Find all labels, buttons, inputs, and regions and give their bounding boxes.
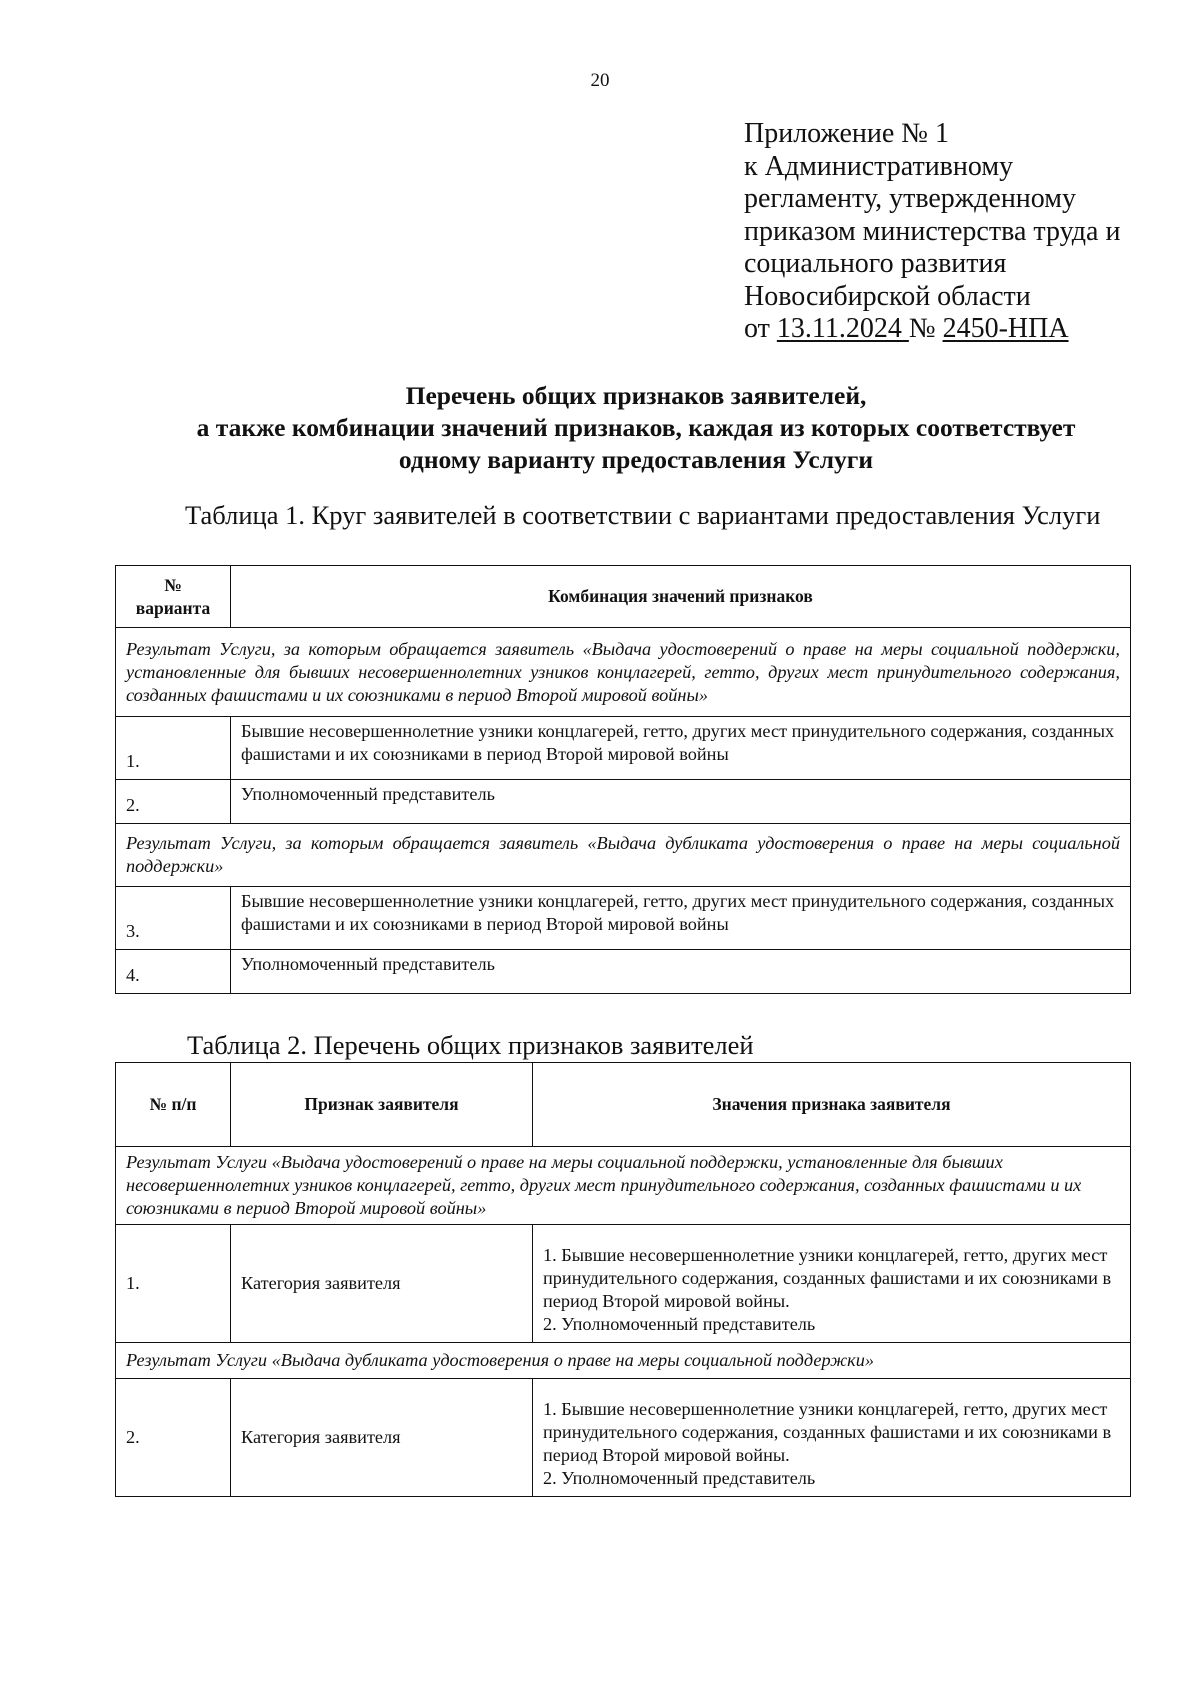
appendix-line: приказом министерства труда и [744,215,1121,247]
applicant-sign: Категория заявителя [231,1379,533,1497]
variant-number: 1. [116,717,231,780]
row-number: 2. [116,1379,231,1497]
variant-combination: Уполномоченный представитель [231,780,1131,824]
appendix-block [744,118,1164,346]
title-line: одному варианту предоставления Услуги [398,445,874,474]
appendix-date-line [744,313,1164,346]
header-sign-values: Значения признака заявителя [533,1063,1131,1147]
result-section-row: Результат Услуги «Выдача дубликата удостоверения о праве на меры социальной поддержки» [116,1343,1131,1379]
header-variant-number: № варианта [116,566,231,628]
title-line: Перечень общих признаков заявителей, [405,381,867,410]
variant-number: 3. [116,887,231,950]
result-section-row: Результат Услуги, за которым обращается заявитель «Выдача дубликата удостоверения о праве на меры социальной поддержки» [116,824,1131,887]
date-prefix: от [744,313,777,344]
sign-value: 2. Уполномоченный представитель [543,1313,816,1334]
sign-value: 2. Уполномоченный представитель [543,1467,816,1488]
page-number: 20 [590,70,610,91]
title-line: а также комбинации значений признаков, каждая из которых соответствует [196,413,1076,442]
variant-combination: Бывшие несовершеннолетние узники концлагерей, гетто, других мест принудительного содержания, созданных фашистами и их союзниками в период Второй мировой войны [231,717,1131,780]
number-sign: № [908,313,943,344]
header-row-number: № п/п [116,1063,231,1147]
applicant-sign: Категория заявителя [231,1225,533,1343]
table1-caption: Таблица 1. Круг заявителей в соответствии с вариантами предоставления Услуги [185,500,1101,530]
variant-combination: Уполномоченный представитель [231,950,1131,994]
row-number: 1. [116,1225,231,1343]
appendix-line: Новосибирской области [744,280,1031,312]
sign-value: 1. Бывшие несовершеннолетние узники концлагерей, гетто, других мест принудительного содержания, созданных фашистами и их союзниками в период Второй мировой войны. [543,1398,1112,1465]
applicant-signs-table [115,1062,1131,1497]
result-section-row: Результат Услуги, за которым обращается заявитель «Выдача удостоверений о праве на меры социальной поддержки, установленные для бывших несовершеннолетних узников концлагерей, гетто, других мест принудительного содержания, созданных фашистами и их союзниками в период Второй мировой войны» [116,628,1131,717]
header-combination: Комбинация значений признаков [231,566,1131,628]
result-section-row: Результат Услуги «Выдача удостоверений о праве на меры социальной поддержки, установленные для бывших несовершеннолетних узников концлагерей, гетто, других мест принудительного содержания, созданных фашистами и их союзниками в период Второй мировой войны» [116,1147,1131,1225]
appendix-line: к Административному [744,150,1014,182]
variant-combination: Бывшие несовершеннолетние узники концлагерей, гетто, других мест принудительного содержания, созданных фашистами и их союзниками в период Второй мировой войны [231,887,1131,950]
order-date: 13.11.2024 [776,313,909,344]
appendix-line: регламенту, утвержденному [744,183,1076,214]
appendix-line: Приложение № 1 [744,118,949,149]
sign-value: 1. Бывшие несовершеннолетние узники концлагерей, гетто, других мест принудительного содержания, созданных фашистами и их союзниками в период Второй мировой войны. [543,1244,1112,1311]
appendix-line: социального развития [744,248,1007,279]
order-number: 2450-НПА [942,313,1069,344]
sign-values [533,1379,1131,1497]
variant-number: 4. [116,950,231,994]
table2-caption: Таблица 2. Перечень общих признаков заявителей [187,1030,754,1060]
document-title [0,380,1200,476]
header-applicant-sign: Признак заявителя [231,1063,533,1147]
variant-number: 2. [116,780,231,824]
applicants-variants-table [115,565,1131,994]
sign-values [533,1225,1131,1343]
